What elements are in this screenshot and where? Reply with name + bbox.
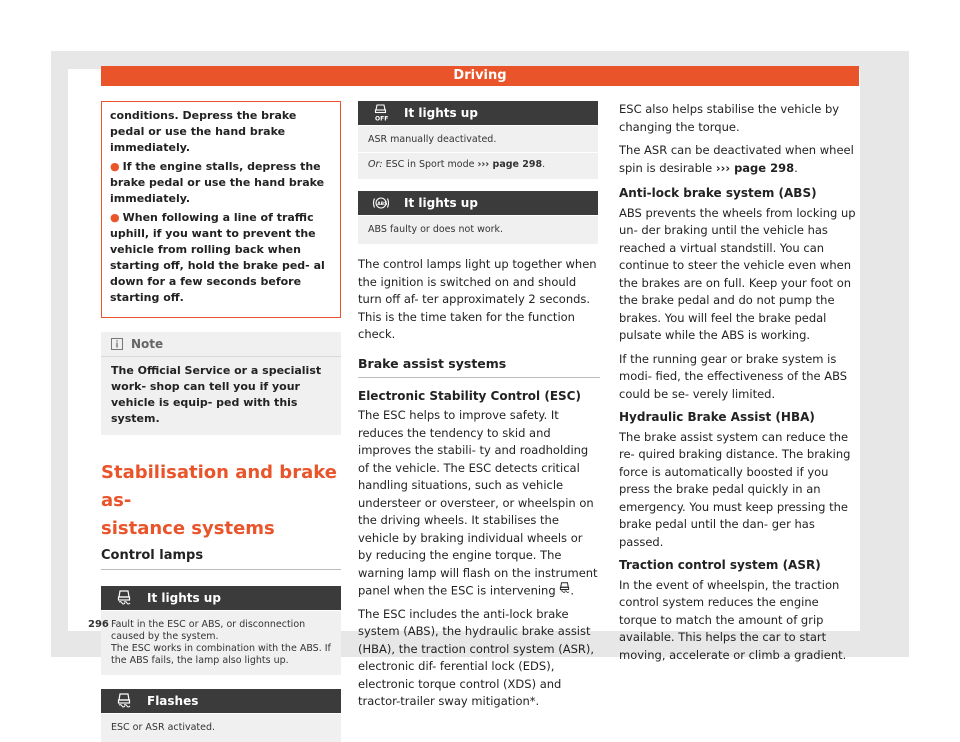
body-text — [619, 101, 859, 664]
page-reference-link[interactable]: ››› page 298 — [715, 160, 795, 175]
esc-warning-icon — [101, 693, 147, 709]
control-lamp-panel — [358, 101, 598, 179]
warning-box — [101, 101, 341, 318]
paragraph: The brake assist system can reduce the re- quired braking distance. The braking force is automatically boosted if you press the brake pedal quickly in an emergency. You must keep pressing the brake pedal until the dan- ger has passed. — [619, 429, 851, 549]
page-reference-link[interactable]: ››› page 298 — [477, 159, 543, 170]
lamp-description: ABS faulty or does not work. — [358, 215, 598, 244]
control-lamp-panel — [101, 586, 341, 675]
column-left — [101, 101, 341, 742]
page-number: 296 — [88, 619, 109, 630]
note-header — [101, 332, 341, 357]
esc-off-icon — [358, 104, 404, 122]
paragraph: ABS prevents the wheels from locking up un- der braking until the vehicle has reached a virtual standstill. You can continue to steer the vehicle even when the brakes are on full. Keep your foot on the brake pedal and do not pump the brakes. You will feel the brake pedal pulsate while the ABS is working. — [619, 205, 856, 342]
warning-bullet-item: ● If the engine stalls, depress the brake pedal or use the hand brake immediately. — [110, 160, 325, 205]
esc-paragraph: The ESC helps to improve safety. It reduces the tendency to skid and improves the stabili- ty and roadholding of the vehicle. The ESC detects critical handling situations, such as vehicle understeer or oversteer, or wheelspin on the driving wheels. It stabilises the vehicle by braking individual wheels or by reducing the engine torque. The warning lamp will flash on the instrument panel when the ESC is intervening . — [358, 407, 600, 600]
section-title: Stabilisation and brake as- sistance systems — [101, 462, 337, 539]
lamp-title: Flashes — [147, 694, 199, 708]
body-text — [358, 256, 600, 344]
control-lamp-panel — [358, 191, 598, 244]
intro-paragraph: The control lamps light up together when the ignition is switched on and should turn off af- ter approximately 2 seconds. This is the time taken for the function check. — [358, 257, 597, 341]
paragraph: In the event of wheelspin, the traction control system reduces the engine torque to match the amount of grip available. This helps the car to start moving, accelerate or climb a gradient. — [619, 577, 847, 662]
paragraph: ESC also helps stabilise the vehicle by changing the torque. — [619, 102, 840, 134]
lamp-description: ASR manually deactivated. — [358, 125, 598, 152]
info-icon — [111, 338, 123, 350]
abs-icon — [358, 196, 404, 210]
body-text — [358, 388, 600, 711]
note-title: Note — [131, 337, 164, 351]
lamp-title: It lights up — [147, 591, 221, 605]
warning-text: conditions. Depress the brake pedal or use the hand brake immediately. — [110, 109, 297, 154]
note-text: The Official Service or a specialist work- shop can tell you if your vehicle is equip- ped with this system. — [111, 364, 322, 425]
svg-text:ABS: ABS — [377, 201, 388, 207]
lamp-header — [101, 586, 341, 610]
column-right — [619, 101, 859, 670]
lamp-header — [358, 191, 598, 215]
column-middle — [358, 101, 600, 717]
hba-heading: Hydraulic Brake Assist (HBA) — [619, 410, 815, 424]
asr-heading: Traction control system (ASR) — [619, 558, 821, 572]
esc-paragraph: The ESC includes the anti-lock brake system (ABS), the hydraulic brake assist (HBA), the traction control system (ASR), electronic dif- ferential lock (EDS), electronic torque control (XDS) and tractor-trailer sway mitigation*. — [358, 606, 595, 709]
paragraph: The ASR can be deactivated when wheel spin is desirable ››› page 298. — [619, 143, 854, 175]
bullet-icon: ● — [110, 160, 120, 173]
lamp-description: Fault in the ESC or ABS, or disconnection caused by the system. The ESC works in combination with the ABS. If the ABS fails, the lamp also lights up. — [101, 610, 341, 675]
lamp-description: ESC or ASR activated. — [101, 713, 341, 742]
section-heading: Brake assist systems — [358, 356, 600, 378]
lamp-header — [101, 689, 341, 713]
lamp-description: Or: ESC in Sport mode ››› page 298. — [358, 152, 598, 179]
svg-text:OFF: OFF — [375, 115, 389, 122]
warning-bullet-item: ● When following a line of traffic uphill, if you want to prevent the vehicle from rolling back when starting off, hold the brake ped- al down for a few seconds before starting off. — [110, 211, 325, 304]
esc-warning-icon — [101, 590, 147, 606]
chapter-header: Driving — [101, 66, 859, 86]
lamp-header — [358, 101, 598, 125]
note-box — [101, 332, 341, 435]
lamp-title: It lights up — [404, 196, 478, 210]
lamp-title: It lights up — [404, 106, 478, 120]
control-lamp-panel — [101, 689, 341, 742]
abs-heading: Anti-lock brake system (ABS) — [619, 186, 817, 200]
esc-warning-icon — [559, 582, 570, 600]
subsection-title: Control lamps — [101, 548, 341, 570]
bullet-icon: ● — [110, 211, 120, 224]
esc-heading: Electronic Stability Control (ESC) — [358, 388, 581, 403]
paragraph: If the running gear or brake system is modi- fied, the effectiveness of the ABS could be se- verely limited. — [619, 351, 848, 401]
